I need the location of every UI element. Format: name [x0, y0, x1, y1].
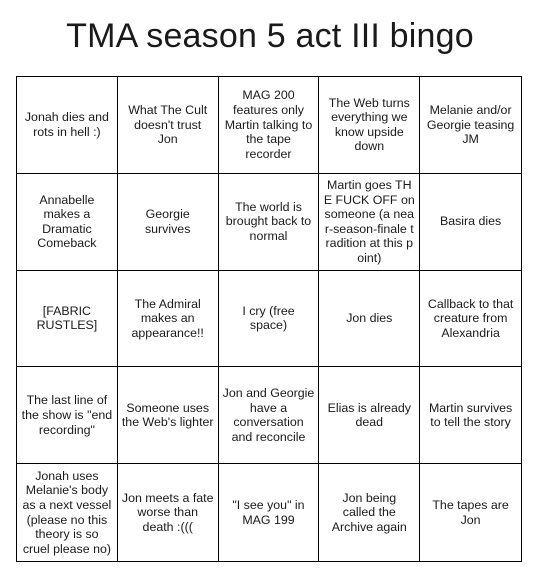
bingo-cell-text: The tapes are Jon [432, 498, 509, 527]
bingo-cell [118, 271, 219, 368]
bingo-cell-text: The Admiral makes an appearance!! [131, 296, 204, 340]
bingo-cell-text: Jonah uses Melanie's body as a next vessel (please no this theory is so cruel please no) [22, 468, 112, 556]
bingo-cell-text: What The Cult doesn't trust Jon [128, 103, 208, 147]
bingo-cell [219, 271, 320, 368]
bingo-cell [219, 464, 320, 561]
bingo-cell [420, 464, 521, 561]
bingo-cell-text: Annabelle makes a Dramatic Comeback [37, 192, 97, 251]
bingo-cell [118, 174, 219, 271]
bingo-cell-text: The Web turns everything we know upside down [328, 95, 410, 154]
bingo-cell [118, 367, 219, 464]
bingo-cell-text: Someone uses the Web's lighter [121, 400, 214, 430]
bingo-cell-text: Callback to that creature from Alexandria [427, 296, 514, 340]
bingo-cell [319, 367, 420, 464]
bingo-cell [319, 271, 420, 368]
page-title: TMA season 5 act III bingo [66, 17, 474, 55]
bingo-cell [319, 464, 420, 561]
bingo-cell [219, 77, 320, 174]
bingo-cell-text: I cry (free space) [242, 303, 295, 333]
bingo-cell [319, 77, 420, 174]
bingo-cell-text: Jonah dies and rots in hell :) [24, 110, 109, 139]
bingo-cell [420, 174, 521, 271]
bingo-cell-text: Jon and Georgie have a conversation and reconcile [222, 386, 315, 444]
bingo-cell [420, 367, 521, 464]
bingo-cell-text: Martin goes THE FUCK OFF on someone (a near-season-finale tradition at this point) [323, 177, 415, 265]
bingo-cell-text: [FABRIC RUSTLES] [36, 303, 98, 333]
bingo-grid [16, 76, 522, 562]
bingo-cell-text: Basira dies [439, 214, 502, 229]
bingo-cell [17, 271, 118, 368]
bingo-cell-text: The world is brought back to normal [225, 199, 312, 243]
bingo-cell-text: Jon dies [346, 311, 393, 326]
bingo-cell-text: Georgie survives [144, 207, 191, 236]
bingo-cell-text: Jon meets a fate worse than death :((( [121, 490, 214, 534]
bingo-cell [17, 174, 118, 271]
bingo-cell [17, 77, 118, 174]
bingo-cell [420, 77, 521, 174]
bingo-cell-text: "I see you" in MAG 199 [232, 498, 305, 527]
bingo-cell [219, 174, 320, 271]
bingo-cell [219, 367, 320, 464]
bingo-cell [17, 367, 118, 464]
bingo-cell-text: Elias is already dead [327, 400, 411, 430]
bingo-cell [118, 464, 219, 561]
bingo-cell [17, 464, 118, 561]
bingo-cell-text: Martin survives to tell the story [428, 400, 513, 430]
bingo-cell-text: MAG 200 features only Martin talking to the tape recorder [224, 88, 313, 161]
bingo-cell-text: Melanie and/or Georgie teasing JM [426, 103, 515, 147]
bingo-cell [319, 174, 420, 271]
bingo-cell-text: The last line of the show is "end recording" [21, 393, 113, 437]
bingo-cell [118, 77, 219, 174]
bingo-cell [420, 271, 521, 368]
bingo-cell-text: Jon being called the Archive again [331, 490, 407, 534]
